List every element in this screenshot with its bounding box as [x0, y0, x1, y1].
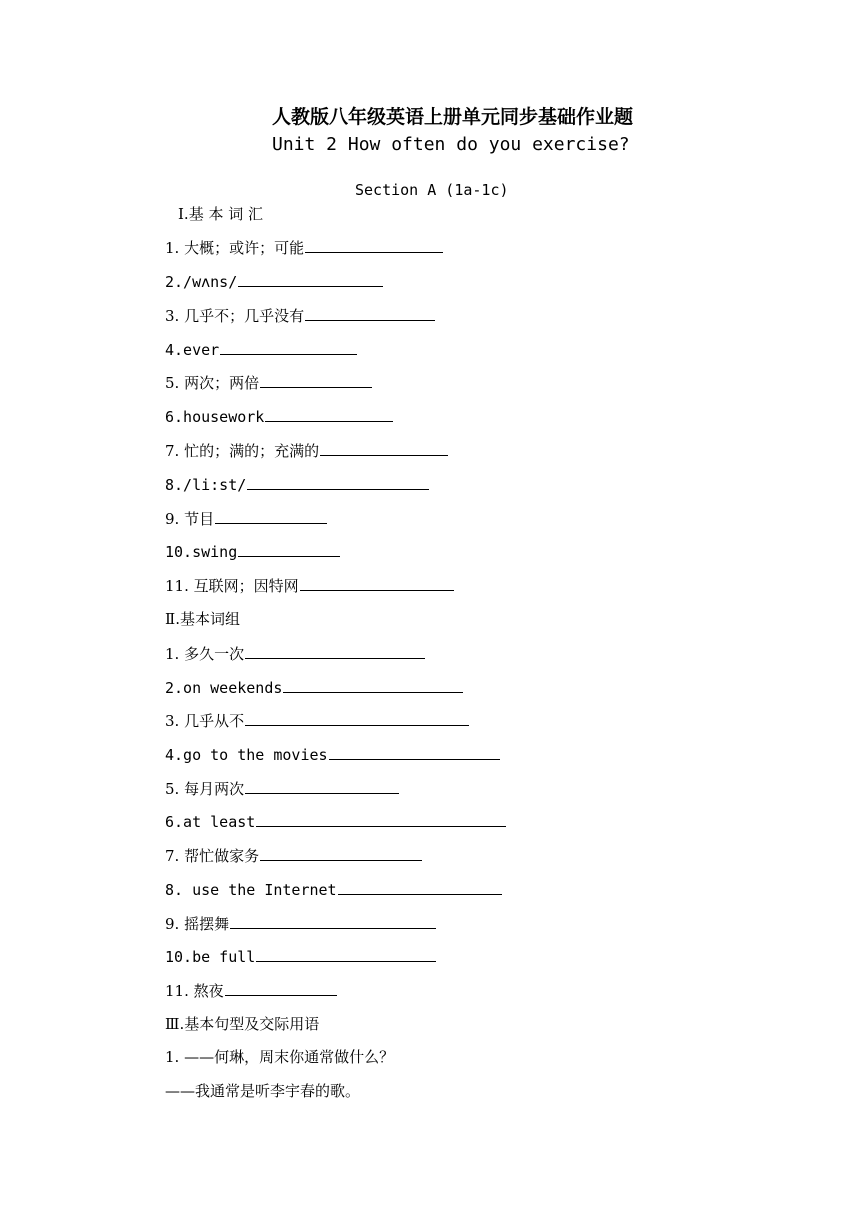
vocab-prompt: 2./wʌns/	[165, 273, 238, 291]
phrase-prompt: 3. 几乎从不	[165, 712, 245, 730]
vocab-item	[165, 541, 340, 562]
vocab-item	[165, 372, 372, 393]
document-title: 人教版八年级英语上册单元同步基础作业题	[272, 106, 634, 128]
answer-blank	[230, 913, 436, 929]
vocab-item	[165, 474, 429, 495]
answer-blank	[215, 508, 327, 524]
vocab-prompt: 5. 两次；两倍	[165, 374, 260, 392]
answer-blank	[220, 339, 357, 355]
answer-blank	[238, 271, 383, 287]
vocab-prompt: 7. 忙的；满的；充满的	[165, 442, 320, 460]
answer-blank	[329, 744, 500, 760]
answer-blank	[305, 237, 443, 253]
answer-blank	[245, 710, 469, 726]
vocab-prompt: 9. 节目	[165, 510, 215, 528]
part3-heading: Ⅲ.基本句型及交际用语	[165, 1015, 320, 1033]
phrase-item	[165, 744, 500, 765]
unit-subtitle: Unit 2 How often do you exercise?	[272, 134, 630, 155]
phrase-prompt: 5. 每月两次	[165, 780, 245, 798]
vocab-prompt: 8./li:st/	[165, 476, 247, 494]
phrase-prompt: 8. use the Internet	[165, 881, 337, 899]
part2-heading: Ⅱ.基本词组	[165, 610, 240, 628]
phrase-prompt: 9. 摇摆舞	[165, 915, 230, 933]
sentence-line: ——我通常是听李宇春的歌。	[165, 1082, 361, 1100]
vocab-prompt: 4.ever	[165, 341, 220, 359]
phrase-item	[165, 879, 502, 900]
answer-blank	[320, 440, 448, 456]
phrase-item	[165, 845, 422, 866]
vocab-item	[165, 440, 448, 461]
section-label: Section A (1a-1c)	[355, 181, 509, 199]
phrase-item	[165, 811, 506, 832]
answer-blank	[256, 946, 436, 962]
answer-blank	[245, 643, 425, 659]
phrase-item	[165, 677, 463, 698]
vocab-item	[165, 406, 393, 427]
part1-heading: Ⅰ.基 本 词 汇	[178, 205, 263, 223]
vocab-prompt: 10.swing	[165, 543, 238, 561]
phrase-prompt: 11. 熬夜	[165, 982, 224, 1000]
phrase-prompt: 4.go to the movies	[165, 746, 328, 764]
phrase-prompt: 2.on weekends	[165, 679, 283, 697]
phrase-prompt: 6.at least	[165, 813, 256, 831]
vocab-prompt: 11. 互联网；因特网	[165, 577, 299, 595]
phrase-item	[165, 710, 469, 731]
phrase-item	[165, 913, 436, 934]
answer-blank	[245, 778, 399, 794]
sentence-line: 1. ——何琳，周末你通常做什么？	[165, 1048, 395, 1066]
answer-blank	[256, 811, 506, 827]
phrase-prompt: 1. 多久一次	[165, 645, 245, 663]
answer-blank	[300, 575, 454, 591]
answer-blank	[247, 474, 429, 490]
vocab-prompt: 1. 大概；或许；可能	[165, 239, 305, 257]
vocab-item	[165, 305, 435, 326]
answer-blank	[238, 541, 340, 557]
answer-blank	[225, 980, 337, 996]
phrase-prompt: 7. 帮忙做家务	[165, 847, 260, 865]
answer-blank	[260, 845, 422, 861]
answer-blank	[265, 406, 393, 422]
vocab-item	[165, 508, 327, 529]
answer-blank	[283, 677, 463, 693]
answer-blank	[260, 372, 372, 388]
vocab-item	[165, 575, 454, 596]
phrase-item	[165, 980, 337, 1001]
vocab-item	[165, 339, 357, 360]
answer-blank	[338, 879, 502, 895]
phrase-item	[165, 643, 425, 664]
vocab-item	[165, 237, 443, 258]
answer-blank	[305, 305, 435, 321]
vocab-prompt: 6.housework	[165, 408, 265, 426]
phrase-prompt: 10.be full	[165, 948, 256, 966]
vocab-prompt: 3. 几乎不；几乎没有	[165, 307, 305, 325]
phrase-item	[165, 946, 436, 967]
vocab-item	[165, 271, 383, 292]
phrase-item	[165, 778, 399, 799]
